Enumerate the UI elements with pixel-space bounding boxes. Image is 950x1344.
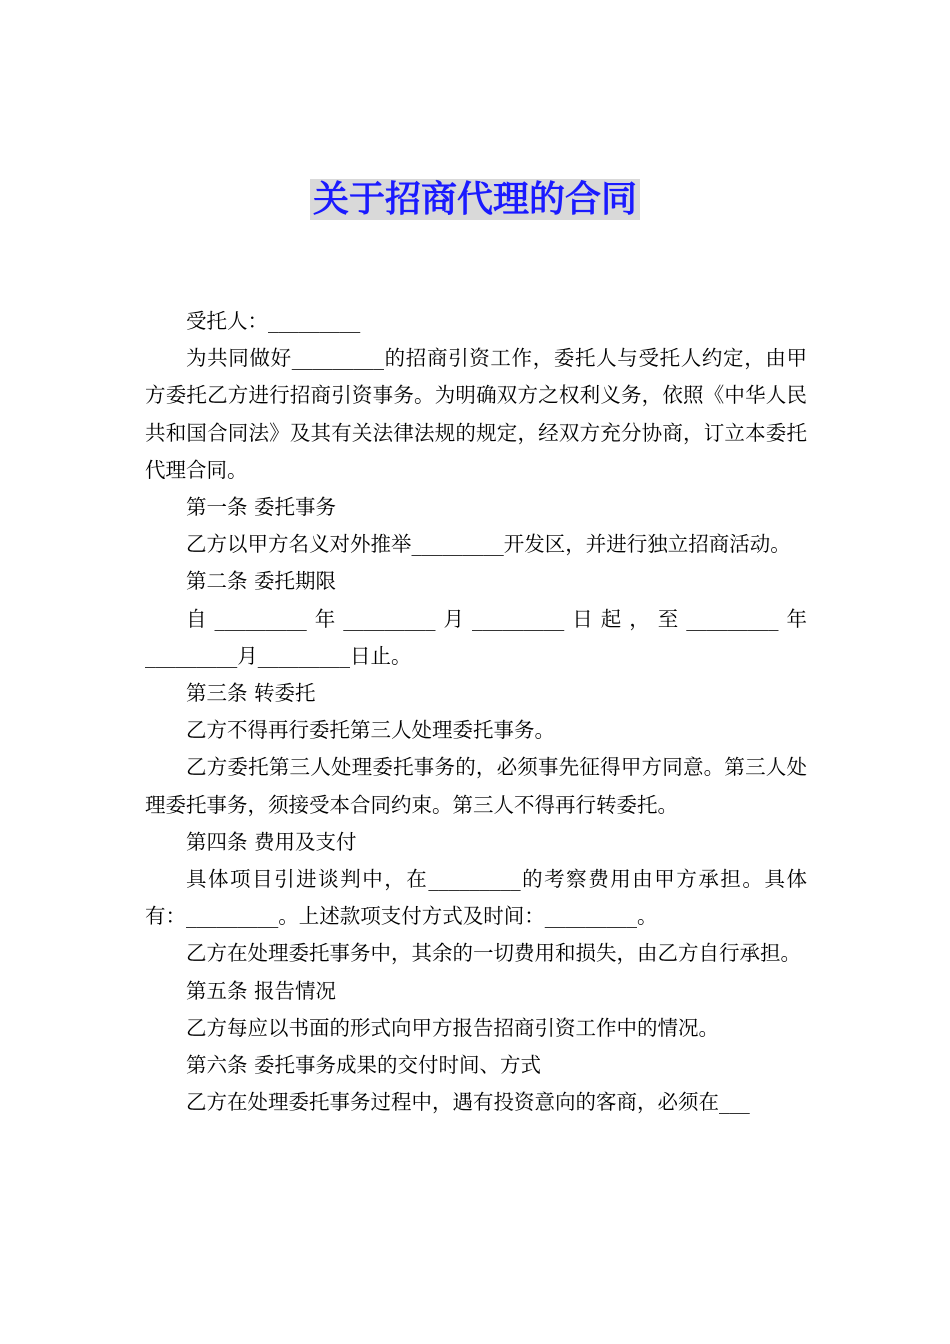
paragraph-preamble: 为共同做好_________的招商引资工作，委托人与受托人约定，由甲方委托乙方进行招商引资事务。为明确双方之权利义务，依照《中华人民共和国合同法》及其有关法律法规的规定，经双方充分协商，订立本委托代理合同。 xyxy=(145,346,807,482)
page-title xyxy=(0,177,950,223)
paragraph: 乙方每应以书面的形式向甲方报告招商引资工作中的情况。 xyxy=(186,1015,719,1040)
article-1-heading: 第一条 委托事务 xyxy=(186,495,337,520)
page-title-text: 关于招商代理的合同 xyxy=(310,179,640,220)
article-3-heading: 第三条 转委托 xyxy=(186,681,316,706)
contract-body xyxy=(145,303,807,1121)
paragraph: 乙方不得再行委托第三人处理委托事务。 xyxy=(186,718,555,743)
article-6-heading: 第六条 委托事务成果的交付时间、方式 xyxy=(186,1053,542,1078)
paragraph: 乙方在处理委托事务过程中，遇有投资意向的客商，必须在___ xyxy=(186,1090,750,1115)
paragraph: 乙方以甲方名义对外推举_________开发区，并进行独立招商活动。 xyxy=(186,532,791,557)
paragraph-trustee: 受托人：_________ xyxy=(186,309,361,333)
article-2-heading: 第二条 委托期限 xyxy=(186,569,337,594)
article-5-heading: 第五条 报告情况 xyxy=(186,978,337,1003)
paragraph: 具体项目引进谈判中，在_________的考察费用由甲方承担。具体有：_________。上述款项支付方式及时间：_________。 xyxy=(145,867,807,929)
article-4-heading: 第四条 费用及支付 xyxy=(186,829,357,854)
paragraph: 乙方在处理委托事务中，其余的一切费用和损失，由乙方自行承担。 xyxy=(186,941,801,966)
paragraph: 乙方委托第三人处理委托事务的，必须事先征得甲方同意。第三人处理委托事务，须接受本合同约束。第三人不得再行转委托。 xyxy=(145,755,807,817)
paragraph: 自_________年_________月_________日起，至_________年_________月_________日止。 xyxy=(145,606,807,668)
